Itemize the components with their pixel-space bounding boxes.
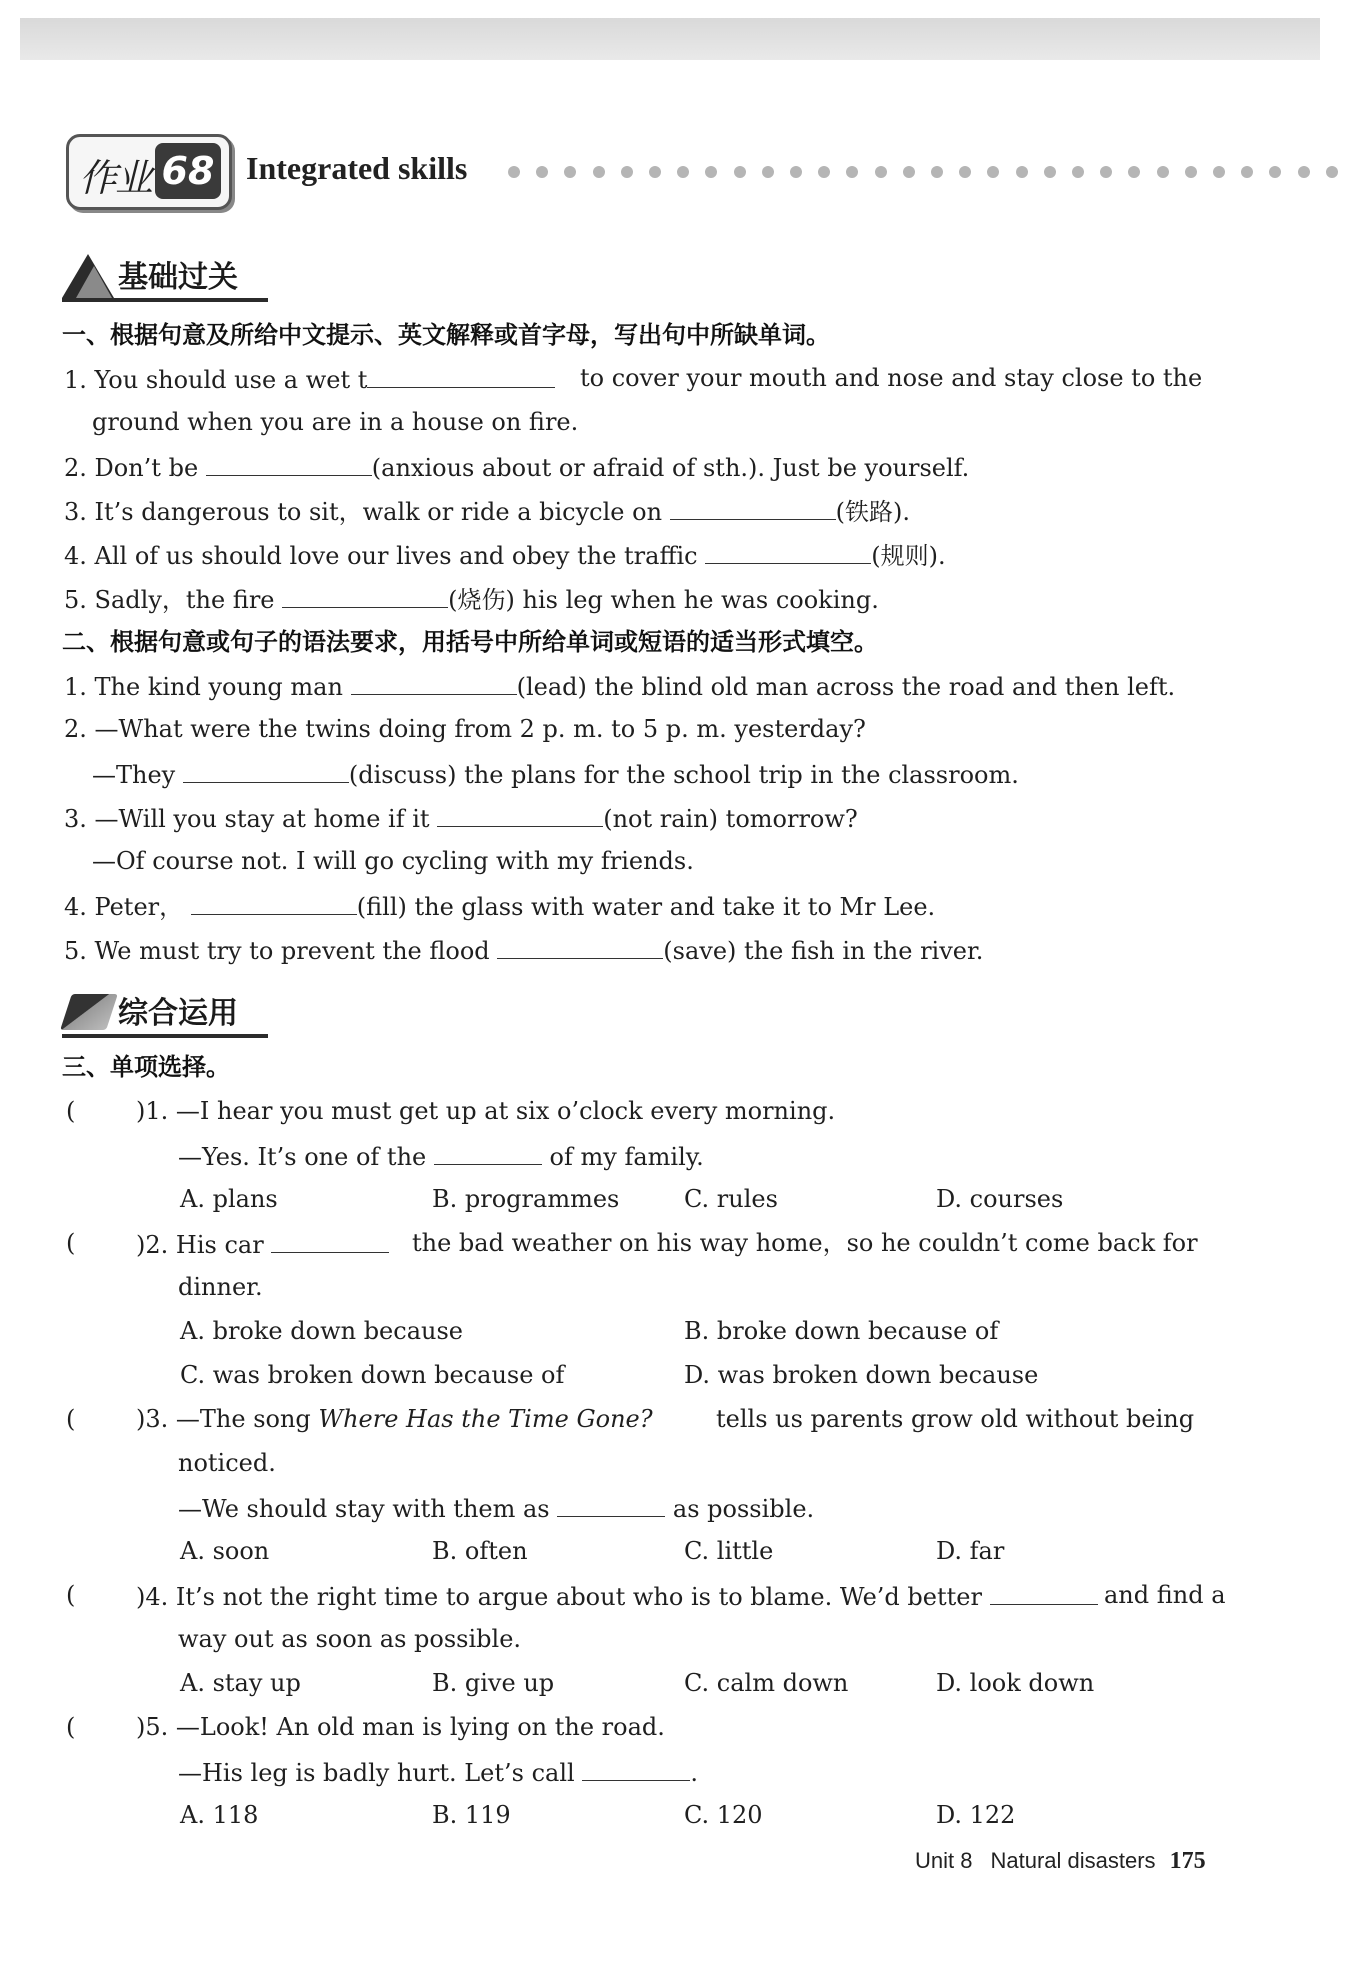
question-line: —We should stay with them as as possible. (178, 1490, 814, 1526)
question-line: noticed. (178, 1449, 276, 1477)
question-line: way out as soon as possible. (178, 1625, 522, 1653)
question-line: 4. Peter， (fill) the glass with water and take it to Mr Lee. (64, 888, 935, 924)
question-line: 3. It’s dangerous to sit，walk or ride a bicycle on (铁路). (64, 493, 910, 529)
answer-bracket[interactable]: ( (66, 1229, 76, 1257)
option-a[interactable]: A. broke down because (180, 1317, 463, 1345)
section-title: 基础过关 (118, 260, 238, 295)
answer-blank[interactable] (206, 449, 372, 476)
question-line: —They (discuss) the plans for the school trip in the classroom. (92, 756, 1019, 792)
homework-label: 作业 (79, 156, 152, 200)
part1-heading: 一、根据句意及所给中文提示、英文解释或首字母，写出句中所缺单词。 (62, 321, 830, 349)
answer-blank[interactable] (670, 493, 836, 520)
option-a[interactable]: A. soon (180, 1537, 270, 1565)
unit-label: Unit 8 (915, 1848, 973, 1873)
question-line: ground when you are in a house on fire. (92, 408, 579, 436)
option-d[interactable]: D. courses (936, 1185, 1064, 1213)
question-line: dinner. (178, 1273, 263, 1301)
answer-blank[interactable] (990, 1578, 1098, 1605)
option-d[interactable]: D. far (936, 1537, 1005, 1565)
homework-badge (66, 134, 232, 210)
option-a[interactable]: A. stay up (180, 1669, 301, 1697)
option-c[interactable]: C. rules (684, 1185, 778, 1213)
question-line: )1. —I hear you must get up at six o’clock every morning. (136, 1097, 836, 1125)
book-icon (60, 994, 118, 1030)
option-a[interactable]: A. 118 (180, 1801, 259, 1829)
question-line: the bad weather on his way home，so he couldn’t come back for (412, 1229, 1198, 1257)
question-line: 2. Don’t be (anxious about or afraid of sth.). Just be yourself. (64, 449, 969, 485)
lesson-header (66, 130, 1336, 210)
answer-blank[interactable] (191, 888, 357, 915)
question-line: 3. —Will you stay at home if it (not rain) tomorrow? (64, 800, 858, 836)
option-b[interactable]: B. give up (432, 1669, 555, 1697)
lesson-title: Integrated skills (246, 150, 468, 186)
question-line: 4. All of us should love our lives and obey the traffic (规则). (64, 537, 946, 573)
answer-blank[interactable] (367, 361, 555, 388)
answer-blank[interactable] (183, 756, 349, 783)
question-line: 1. You should use a wet t (64, 361, 555, 397)
answer-blank[interactable] (557, 1490, 665, 1517)
option-b[interactable]: B. programmes (432, 1185, 620, 1213)
answer-blank[interactable] (434, 1138, 542, 1165)
answer-bracket[interactable]: ( (66, 1713, 76, 1741)
option-a[interactable]: A. plans (180, 1185, 278, 1213)
decorative-dots (508, 166, 1338, 182)
answer-blank[interactable] (437, 800, 603, 827)
section-basic (62, 252, 282, 302)
option-b[interactable]: B. broke down because of (684, 1317, 999, 1345)
option-c[interactable]: C. calm down (684, 1669, 849, 1697)
question-line: —His leg is badly hurt. Let’s call . (178, 1754, 698, 1790)
question-line: 5. Sadly，the fire (烧伤) his leg when he was cooking. (64, 581, 879, 617)
unit-topic: Natural disasters (990, 1848, 1156, 1873)
answer-blank[interactable] (705, 537, 871, 564)
song-title: Where Has the Time Gone? (318, 1405, 653, 1433)
option-c[interactable]: C. was broken down because of (180, 1361, 565, 1389)
section-comprehensive (62, 988, 282, 1038)
option-b[interactable]: B. often (432, 1537, 528, 1565)
section-title: 综合运用 (118, 996, 238, 1031)
page-number: 175 (1169, 1848, 1206, 1874)
answer-blank[interactable] (582, 1754, 690, 1781)
question-line: 2. —What were the twins doing from 2 p. m. to 5 p. m. yesterday? (64, 715, 866, 743)
question-line: to cover your mouth and nose and stay close to the (580, 364, 1203, 392)
question-line: 1. The kind young man (lead) the blind old man across the road and then left. (64, 668, 1175, 704)
question-line: )3. —The song Where Has the Time Gone? (136, 1405, 653, 1433)
answer-bracket[interactable]: ( (66, 1405, 76, 1433)
answer-bracket[interactable]: ( (66, 1097, 76, 1125)
question-line: tells us parents grow old without being (716, 1405, 1195, 1433)
answer-blank[interactable] (282, 581, 448, 608)
option-c[interactable]: C. 120 (684, 1801, 763, 1829)
part3-heading: 三、单项选择。 (62, 1053, 230, 1081)
page-footer (915, 1848, 1206, 1875)
homework-number: 68 (155, 143, 221, 199)
option-d[interactable]: D. 122 (936, 1801, 1016, 1829)
question-line: )5. —Look! An old man is lying on the road. (136, 1713, 665, 1741)
question-line: —Yes. It’s one of the of my family. (178, 1138, 704, 1174)
answer-bracket[interactable]: ( (66, 1581, 76, 1609)
answer-blank[interactable] (497, 932, 663, 959)
answer-blank[interactable] (271, 1226, 389, 1253)
option-b[interactable]: B. 119 (432, 1801, 511, 1829)
question-line: —Of course not. I will go cycling with my friends. (92, 847, 694, 875)
option-c[interactable]: C. little (684, 1537, 774, 1565)
part2-heading: 二、根据句意或句子的语法要求，用括号中所给单词或短语的适当形式填空。 (62, 628, 878, 656)
question-line: )4. It’s not the right time to argue about who is to blame. We’d better (136, 1578, 1098, 1614)
question-line: )2. His car (136, 1226, 389, 1262)
question-line: and find a (1104, 1581, 1226, 1609)
option-d[interactable]: D. was broken down because (684, 1361, 1039, 1389)
option-d[interactable]: D. look down (936, 1669, 1095, 1697)
question-line: 5. We must try to prevent the flood (save) the fish in the river. (64, 932, 983, 968)
answer-blank[interactable] (351, 668, 517, 695)
